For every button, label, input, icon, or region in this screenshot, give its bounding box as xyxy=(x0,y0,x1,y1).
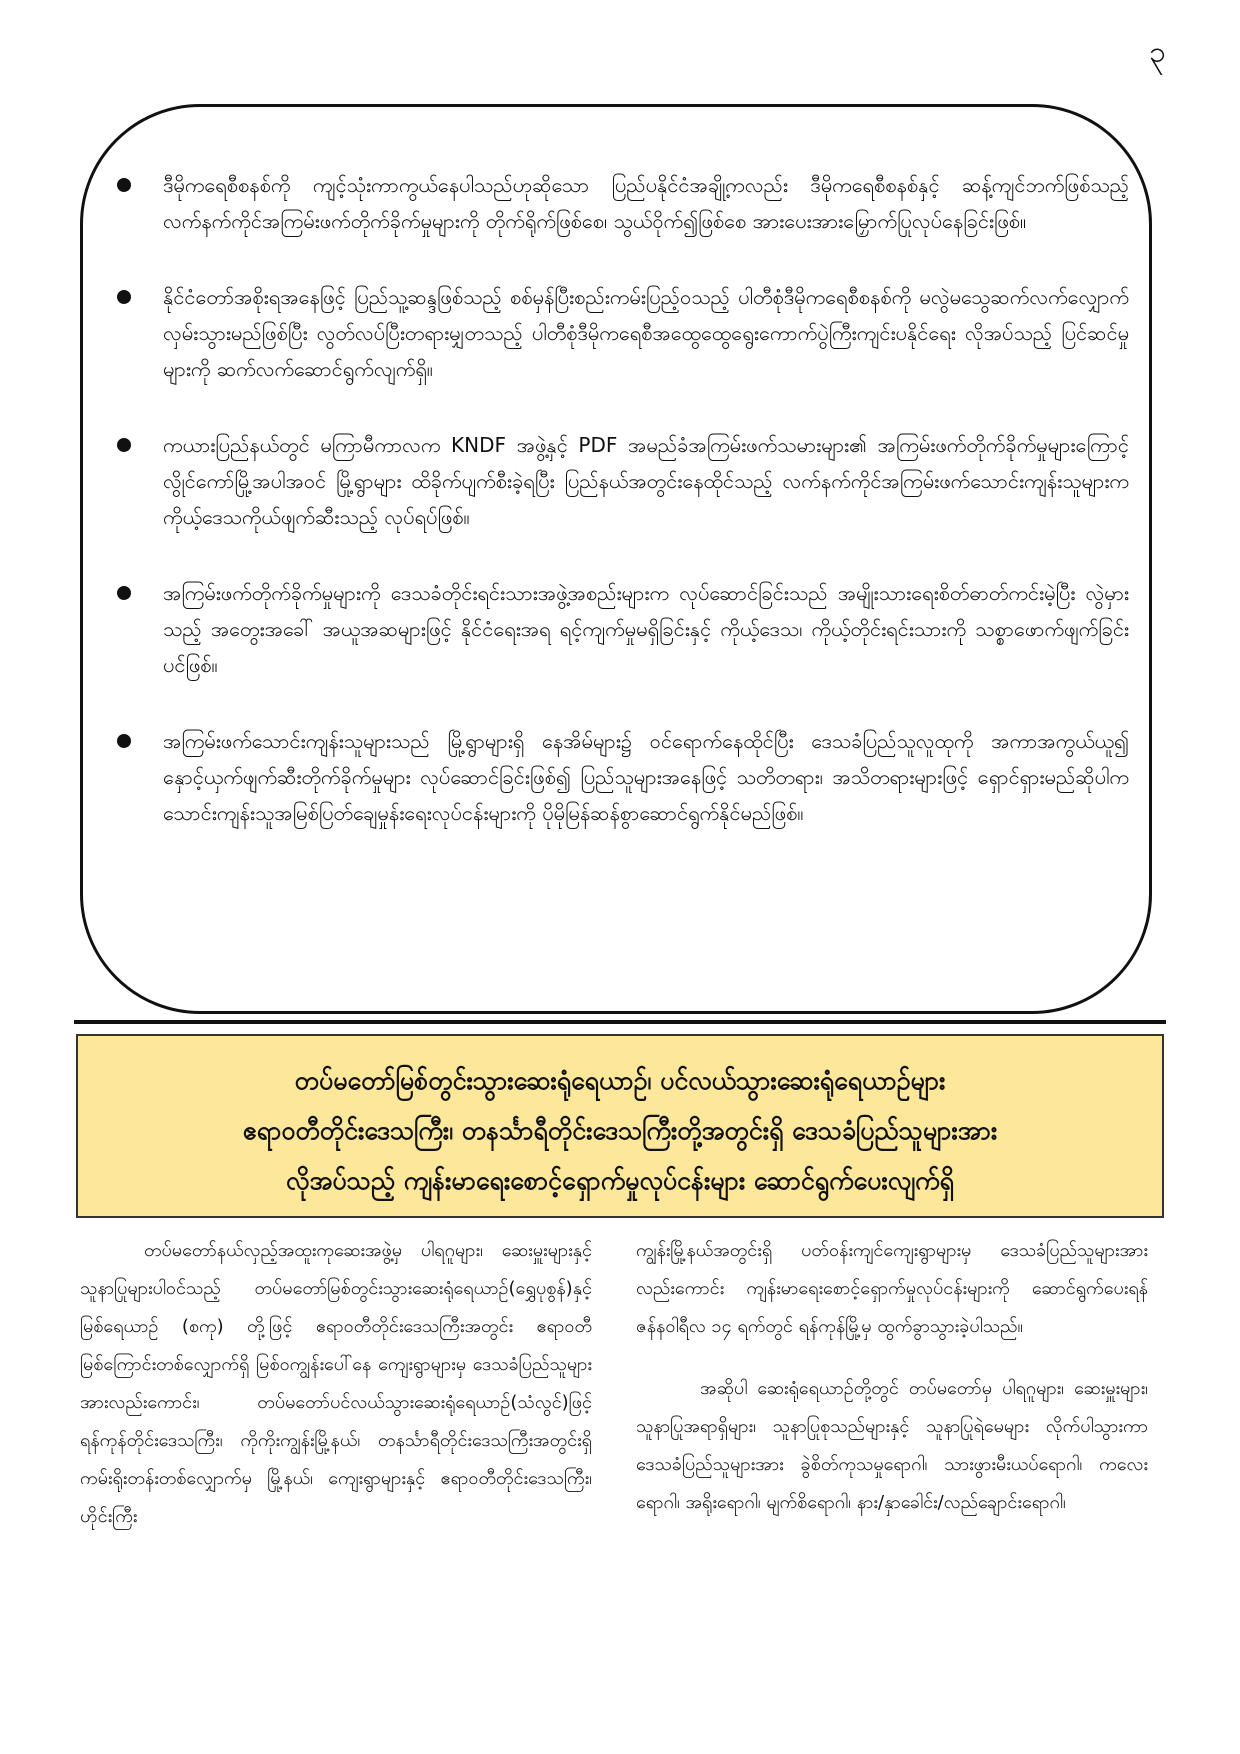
key-point-text: ဒီမိုကရေစီစနစ်ကို ကျင့်သုံးကာကွယ်နေပါသည်ဟုဆိုသော ပြည်ပနိုင်ငံအချို့ကလည်း ဒီမိုကရေစီစနစ်နှင့် ဆန့်ကျင်ဘက်ဖြစ်သည့် လက်နက်ကိုင်အကြမ်းဖက်တိုက်ခိုက်မှုများကို တိုက်ရိုက်ဖြစ်စေ၊ သွယ်ဝိုက်၍ဖြစ်စေ အားပေးအားမြှောက်ပြုလုပ်နေခြင်းဖြစ်။ xyxy=(163,173,1129,233)
bullet-icon xyxy=(117,734,131,748)
article-headline-box xyxy=(76,1034,1164,1218)
bullet-icon xyxy=(117,290,131,304)
key-point-item xyxy=(163,167,1129,239)
key-point-item xyxy=(163,575,1129,683)
article-paragraph: အဆိုပါ ဆေးရုံရေယာဉ်တို့တွင် တပ်မတော်မှ ပါရဂူများ၊ ဆေးမှူးများ၊ သူနာပြုအရာရှိများ၊ သူနာပြုစုသည်များနှင့် သူနာပြုရဲမေများ လိုက်ပါသွားကာ ဒေသခံပြည်သူများအား ခွဲစိတ်ကုသမှုရောဂါ၊ သားဖွားမီးယပ်ရောဂါ၊ ကလေးရောဂါ၊ အရိုးရောဂါ၊ မျက်စိရောဂါ၊ နား/နှာခေါင်း/လည်ချောင်းရောဂါ၊ xyxy=(636,1378,1148,1513)
key-point-item xyxy=(163,427,1129,535)
key-point-text: ကယားပြည်နယ်တွင် မကြာမီကာလက KNDF အဖွဲ့နှင့် PDF အမည်ခံအကြမ်းဖက်သမားများ၏ အကြမ်းဖက်တိုက်ခိုက်မှုများကြောင့် လွိုင်ကော်မြို့အပါအဝင် မြို့ရွာများ ထိခိုက်ပျက်စီးခဲ့ရပြီး ပြည်နယ်အတွင်းနေထိုင်သည့် လက်နက်ကိုင်အကြမ်းဖက်သောင်းကျန်းသူများက ကိုယ့်ဒေသကိုယ်ဖျက်ဆီးသည့် လုပ်ရပ်ဖြစ်။ xyxy=(163,433,1129,529)
key-point-item xyxy=(163,279,1129,387)
article-body xyxy=(78,1232,1164,1662)
article-paragraph: တပ်မတော်နယ်လှည့်အထူးကုဆေးအဖွဲ့မှ ပါရဂူများ၊ ဆေးမှူးများနှင့် သူနာပြုများပါဝင်သည့် တပ်မတော်မြစ်တွင်းသွားဆေးရုံရေယာဉ်(ရွှေပုစွန်)နှင့် မြစ်ရေယာဉ် (စကု) တို့ဖြင့် ဧရာဝတီတိုင်းဒေသကြီးအတွင်း ဧရာဝတီမြစ်ကြောင်းတစ်လျှောက်ရှိ မြစ်ဝကျွန်းပေါ်နေ ကျေးရွာများမှ ဒေသခံပြည်သူများအားလည်းကောင်း၊ တပ်မတော်ပင်လယ်သွားဆေးရုံရေယာဉ်(သံလွင်)ဖြင့် ရန်ကုန်တိုင်းဒေသကြီး၊ ကိုကိုးကျွန်းမြို့နယ်၊ တနင်္သာရီတိုင်းဒေသကြီးအတွင်းရှိ ကမ်းရိုးတန်းတစ်လျှောက်မှ မြို့နယ်၊ ကျေးရွာများနှင့် ဧရာဝတီတိုင်းဒေသကြီး၊ ဟိုင်းကြီး xyxy=(80,1240,592,1527)
key-points-list xyxy=(163,167,1129,871)
article-column-left xyxy=(80,1232,592,1546)
key-point-item xyxy=(163,723,1129,831)
headline-line: တပ်မတော်မြစ်တွင်းသွားဆေးရုံရေယာဉ်၊ ပင်လယ်သွားဆေးရုံရေယာဉ်များ xyxy=(294,1066,946,1095)
article-paragraph: ကျွန်းမြို့နယ်အတွင်းရှိ ပတ်ဝန်းကျင်ကျေးရွာများမှ ဒေသခံပြည်သူများအားလည်းကောင်း ကျန်းမာရေးစောင့်ရှောက်မှုလုပ်ငန်းများကို ဆောင်ရွက်ပေးရန် ဇန်နဝါရီလ ၁၄ ရက်တွင် ရန်ကုန်မြို့မှ ထွက်ခွာသွားခဲ့ပါသည်။ xyxy=(636,1240,1148,1337)
page-number: ၃ xyxy=(1149,35,1166,70)
key-point-text: နိုင်ငံတော်အစိုးရအနေဖြင့် ပြည်သူ့ဆန္ဒဖြစ်သည့် စစ်မှန်ပြီးစည်းကမ်းပြည့်ဝသည့် ပါတီစုံဒီမိုကရေစီစနစ်ကို မလွဲမသွေဆက်လက်လျှောက်လှမ်းသွားမည်ဖြစ်ပြီး လွတ်လပ်ပြီးတရားမျှတသည့် ပါတီစုံဒီမိုကရေစီအထွေထွေရွေးကောက်ပွဲကြီးကျင်းပနိုင်ရေး လိုအပ်သည့် ပြင်ဆင်မှုများကို ဆက်လက်ဆောင်ရွက်လျက်ရှိ။ xyxy=(163,285,1129,381)
headline-line: ဧရာဝတီတိုင်းဒေသကြီး၊ တနင်္သာရီတိုင်းဒေသကြီးတို့အတွင်းရှိ ဒေသခံပြည်သူများအား xyxy=(242,1116,998,1145)
bullet-icon xyxy=(117,586,131,600)
key-points-box xyxy=(80,104,1152,1014)
section-divider xyxy=(74,1020,1166,1024)
headline-line: လိုအပ်သည့် ကျန်းမာရေးစောင့်ရှောက်မှုလုပ်ငန်းများ ဆောင်ရွက်ပေးလျက်ရှိ xyxy=(286,1166,954,1195)
key-point-text: အကြမ်းဖက်သောင်းကျန်းသူများသည် မြို့ရွာများရှိ နေအိမ်များ၌ ဝင်ရောက်နေထိုင်ပြီး ဒေသခံပြည်သူလူထုကို အကာအကွယ်ယူ၍ နှောင့်ယှက်ဖျက်ဆီးတိုက်ခိုက်မှုများ လုပ်ဆောင်ခြင်းဖြစ်၍ ပြည်သူများအနေဖြင့် သတိတရား၊ အသိတရားများဖြင့် ရှောင်ရှားမည်ဆိုပါက သောင်းကျန်းသူအမြစ်ပြတ်ချေမှုန်းရေးလုပ်ငန်းများကို ပိုမိုမြန်ဆန်စွာဆောင်ရွက်နိုင်မည်ဖြစ်။ xyxy=(163,729,1129,825)
bullet-icon xyxy=(117,178,131,192)
bullet-icon xyxy=(117,438,131,452)
key-point-text: အကြမ်းဖက်တိုက်ခိုက်မှုများကို ဒေသခံတိုင်းရင်းသားအဖွဲ့အစည်းများက လုပ်ဆောင်ခြင်းသည် အမျိုးသားရေးစိတ်ဓာတ်ကင်းမဲ့ပြီး လွဲမှားသည့် အတွေးအခေါ် အယူအဆများဖြင့် နိုင်ငံရေးအရ ရင့်ကျက်မှုမရှိခြင်းနှင့် ကိုယ့်ဒေသ၊ ကိုယ့်တိုင်းရင်းသားကို သစ္စာဖောက်ဖျက်ခြင်းပင်ဖြစ်။ xyxy=(163,581,1129,677)
article-column-right xyxy=(636,1232,1148,1532)
